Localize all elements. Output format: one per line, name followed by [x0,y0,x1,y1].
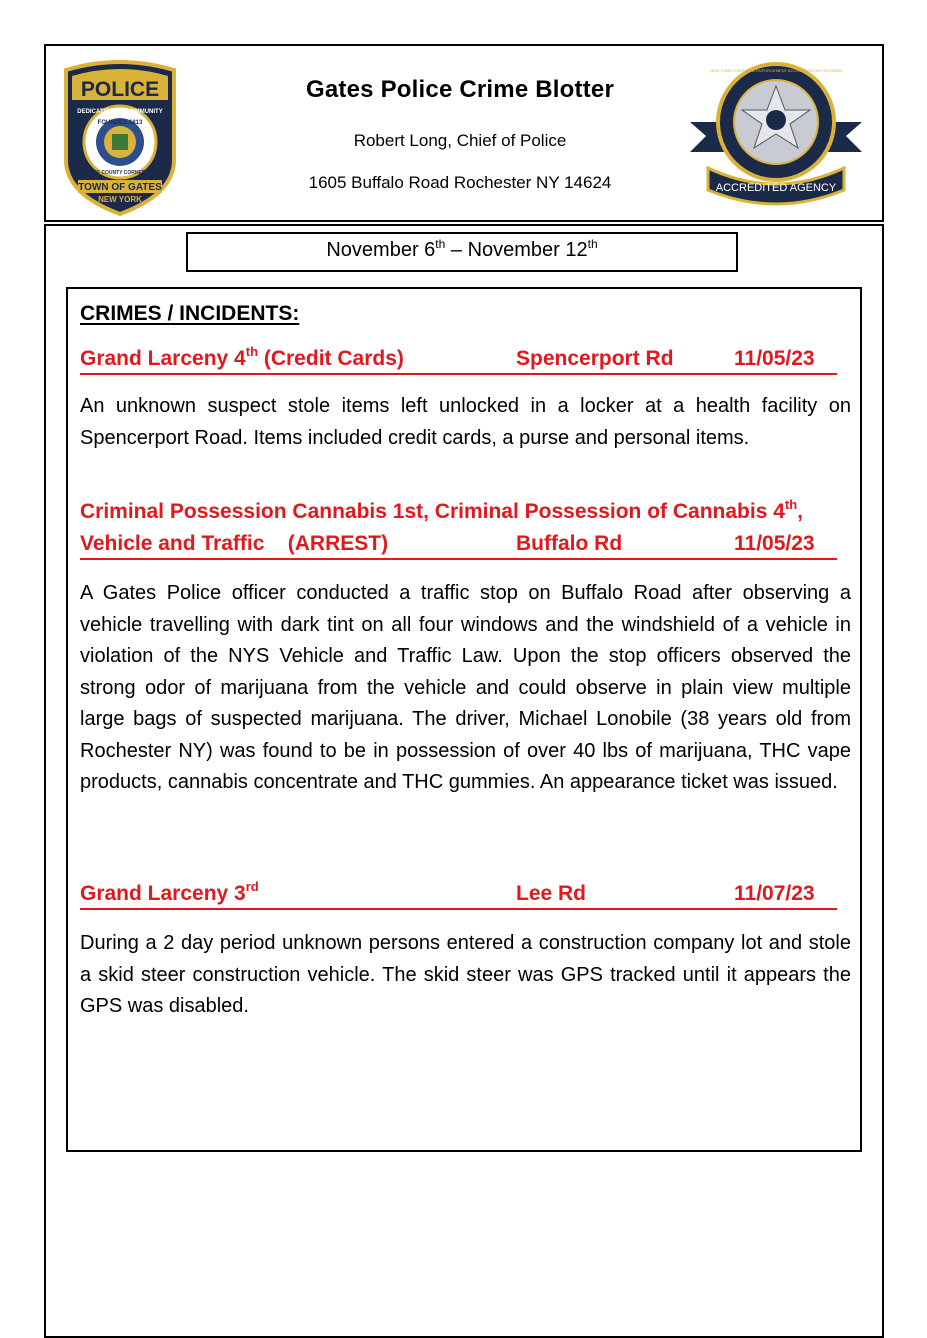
incident-location: Lee Rd [516,882,587,905]
incident-offense-line1: Criminal Possession Cannabis 1st, Criminal Possession of Cannabis 4th, [80,497,804,523]
incident-location: Buffalo Rd [516,532,623,555]
section-title: CRIMES / INCIDENTS: [80,302,300,325]
badge-top-text: POLICE [80,78,160,101]
badge-bottom2: NEW YORK [98,195,142,204]
incident-description: A Gates Police officer conducted a traffic stop on Buffalo Road after observing a vehicle travelling with dark tint on all four windows and the windshield of a vehicle in violation of the NYS Vehicle and Traffic Law. Upon the stop officers observed the strong odor of marijuana from the vehicle and could observe in plain view multiple large bags of suspected marijuana. The driver, Michael Lonobile (38 years old from Rochester NY) was found to be in possession of over 40 lbs of marijuana, THC vape products, cannabis concentrate and THC gummies. An appearance ticket was issued. [80,582,851,793]
accreditation-seal-logo [686,60,866,210]
date-range: November 6th – November 12th [326,237,598,261]
incident-description: During a 2 day period unknown persons entered a construction company lot and stole a skid steer construction vehicle. The skid steer was GPS tracked until it appears the GPS was disabled. [80,932,851,1017]
badge-bottom1: TOWN OF GATES [78,182,162,193]
incident-date: 11/05/23 [734,347,815,370]
incident-offense: Vehicle and Traffic (ARREST) [80,532,389,555]
police-badge-logo [56,56,184,216]
incident-location: Spencerport Rd [516,347,674,370]
incident-description: An unknown suspect stole items left unlocked in a locker at a health facility on Spencerport Road. Items included credit cards, a purse and personal items. [80,395,851,449]
incident-offense: Grand Larceny 3rd [80,879,259,905]
badge-ring-side: MONROE COUNTY CORNERSTONE [77,170,163,176]
badge-ring-top: DEDICATION TO COMMUNITY [77,109,163,115]
incident-heading [80,345,837,375]
chief-of-police: Robert Long, Chief of Police [353,131,567,150]
page-title: Gates Police Crime Blotter [306,76,614,103]
accredited-banner-text: ACCREDITED AGENCY [715,182,837,194]
incident-date: 11/07/23 [734,882,815,905]
incident-offense: Grand Larceny 4th (Credit Cards) [80,344,404,370]
department-address: 1605 Buffalo Road Rochester NY 14624 [308,173,612,192]
incident-heading [80,880,837,910]
incident-heading [80,530,837,560]
badge-founded: FOUNDED 1813 [97,120,143,126]
accreditation-ring-text: NEW YORK STATE LAW ENFORCEMENT ACCREDITATION PROGRAM [710,68,842,73]
incident-date: 11/05/23 [734,532,815,555]
